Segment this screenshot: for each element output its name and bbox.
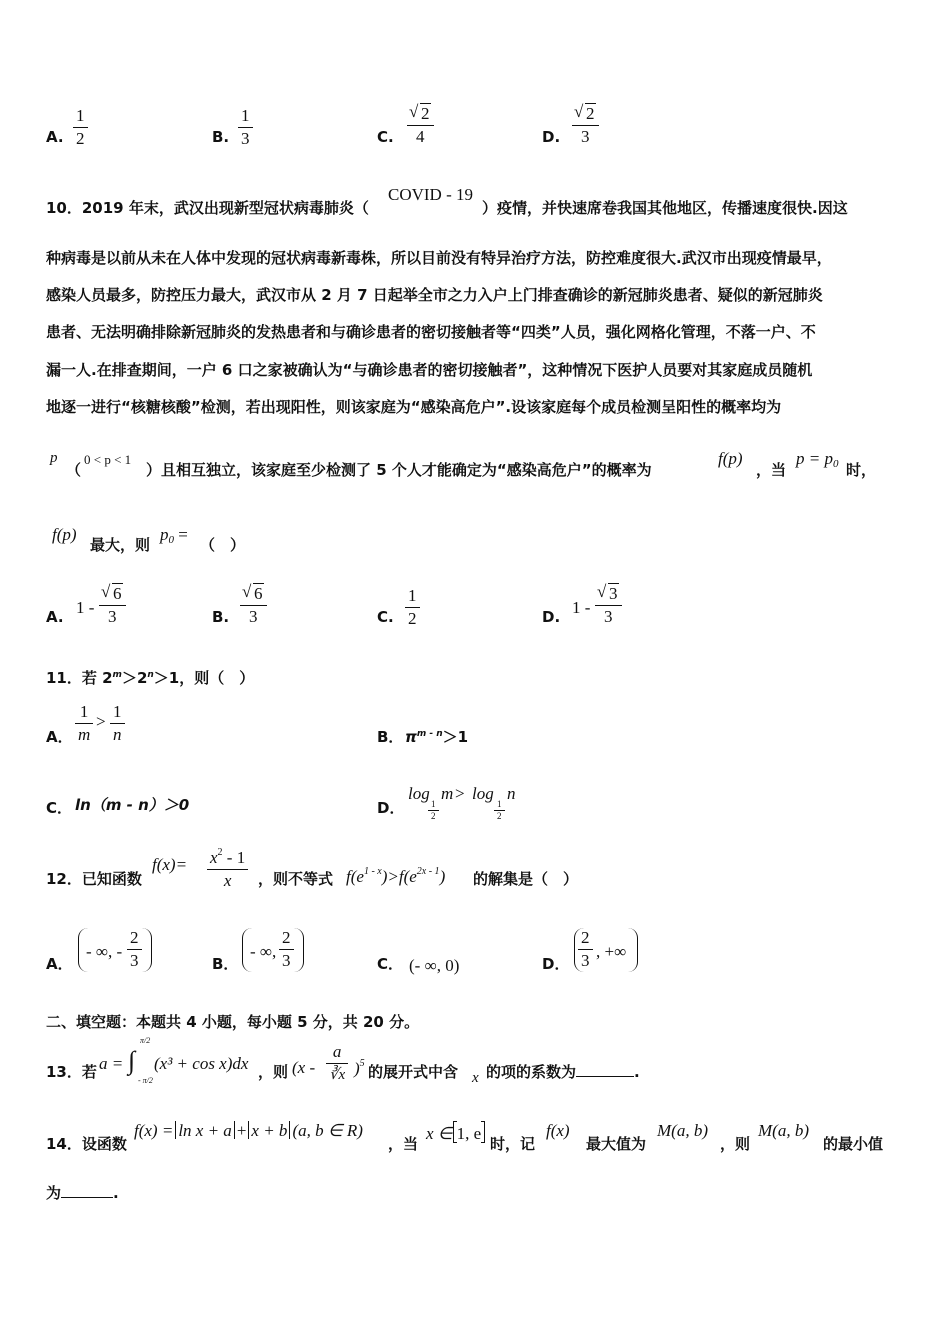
q12-stem-b: ，则不等式 <box>258 870 334 888</box>
q11-option-d-n: n <box>507 784 516 803</box>
q10-paren-open: （ <box>66 461 82 479</box>
q10-shi: 时， <box>846 461 877 479</box>
q12-fraction: $x^2 - 1$ x <box>207 843 248 891</box>
q11-option-c-text: ln（m - n）＞0 <box>75 796 190 814</box>
q12-inequality: $f(e^{1 - x})>f(e^{2x - 1})$ <box>346 866 446 886</box>
q10-option-b-fraction: √ 6 3 <box>240 584 267 627</box>
q12-option-d-label: D． <box>542 955 570 973</box>
q10-option-d-prefix: 1 - <box>572 598 591 617</box>
q9-option-b-label: B. <box>212 128 230 146</box>
q9-option-c-label: C. <box>377 128 394 146</box>
q14-M2: M(a, b) <box>758 1121 809 1140</box>
q10-line5: 漏一人.在排查期间，一户 6 口之家被确认为“与确诊患者的密切接触者”，这种情况下医护人员要对其家庭成员随机 <box>46 361 813 379</box>
q9-option-b-fraction: 1 3 <box>238 106 253 149</box>
q12-option-c-text: (- ∞, 0) <box>409 956 460 975</box>
q10-option-a-fraction: √ 6 3 <box>99 584 126 627</box>
q14-then: ，则 <box>720 1135 751 1153</box>
q14-function: f(x) = ln x + a + x + b (a, b ∈ R) <box>134 1121 363 1140</box>
q12-option-c-label: C． <box>377 955 404 973</box>
q11-option-d-label: D． <box>377 799 405 817</box>
q10-p-eq: $p = p_0$ <box>796 449 839 470</box>
q11-option-a-label: A． <box>46 728 73 746</box>
q11-option-a-gt: > <box>96 712 106 731</box>
q10-line6: 地逐一进行“核糖核酸”检测，若出现阳性，则该家庭为“感染高危户”.设该家庭每个成员检测呈阳性的概率均为 <box>46 398 782 416</box>
q10-line7a: ）且相互独立，该家庭至少检测了 5 个人才能确定为“感染高危户”的概率为 <box>146 461 652 479</box>
q9-option-d-label: D. <box>542 128 561 146</box>
q12-fx: f(x)= <box>152 855 188 874</box>
q10-line3: 感染人员最多，防控压力最大，武汉市从 2 月 7 日起举全市之力入户上门排查确诊的新冠肺炎患者、疑似的新冠肺炎 <box>46 286 823 304</box>
q14-M: M(a, b) <box>657 1121 708 1140</box>
q13-integral: ∫ <box>128 1046 136 1075</box>
q10-line2: 种病毒是以前从未在人体中发现的冠状病毒新毒株，所以目前没有特异治疗方法，防控难度很大.武汉市出现疫情最早， <box>46 249 832 267</box>
q12-option-a-frac: 2 3 <box>127 928 142 971</box>
q12-option-d-frac: 2 3 <box>578 928 593 971</box>
q10-option-c-fraction: 1 2 <box>405 586 420 629</box>
q10-p0: $p_0$ = <box>160 525 188 546</box>
q13-upper-limit: π/2 <box>140 1036 151 1045</box>
q9-option-d-fraction: √ 2 3 <box>572 104 599 147</box>
q11-option-c-label: C． <box>46 799 73 817</box>
q10-max-text: 最大，则 <box>90 536 151 554</box>
q13-comma: ，则 <box>258 1063 289 1081</box>
q13-a-eq: a = <box>99 1054 124 1073</box>
section-two-heading: 二、填空题：本题共 4 小题，每小题 5 分，共 20 分。 <box>46 1013 420 1031</box>
q10-option-d-fraction: √ 3 3 <box>595 584 622 627</box>
q13-x: x <box>472 1070 479 1086</box>
q11-option-d-m: m <box>441 784 454 803</box>
q11-option-a-frac1: 1 m <box>75 702 93 745</box>
q12-stem-c: 的解集是（ ） <box>473 870 579 888</box>
q11-option-a-frac2: 1 n <box>110 702 125 745</box>
q14-min-text: 的最小值 <box>823 1135 884 1153</box>
q9-option-a-label: A. <box>46 128 64 146</box>
q10-p: p <box>50 450 58 466</box>
q14-fx2: f(x) <box>546 1121 570 1140</box>
q13-answer-blank[interactable] <box>576 1062 634 1077</box>
q12-option-d-text: , +∞ <box>596 942 627 961</box>
q13-stem-a: 13．若 <box>46 1063 97 1081</box>
q14-shi: 时，记 <box>490 1135 536 1153</box>
q11-stem: 11．若 $2^m>2^n>1$，则（ ） <box>46 669 255 687</box>
q14-max-text: 最大值为 <box>586 1135 647 1153</box>
q11-option-d-base1: 1 2 <box>428 800 439 821</box>
q10-option-c-label: C. <box>377 608 394 626</box>
q10-line1a: 10．2019 年末，武汉出现新型冠状病毒肺炎（ <box>46 199 369 217</box>
q10-ask: （ ） <box>200 536 246 554</box>
q10-condition: 0 < p < 1 <box>84 452 132 467</box>
q13-expr-b: )$^5$ <box>354 1058 365 1078</box>
q12-option-b-label: B． <box>212 955 239 973</box>
q12-option-a-text: - ∞, - <box>86 942 123 961</box>
q14-last-line: 为 . <box>46 1184 119 1202</box>
q14-stem-a: 14．设函数 <box>46 1135 127 1153</box>
q10-option-d-label: D. <box>542 608 561 626</box>
q10-option-a-label: A. <box>46 608 64 626</box>
q13-expr-a: (x - <box>292 1058 316 1077</box>
q10-option-b-label: B. <box>212 608 230 626</box>
q12-option-b-frac: 2 3 <box>279 928 294 971</box>
q14-x-in: x ∈ 1, e <box>426 1121 485 1144</box>
q13-integrand: (x³ + cos x)dx <box>154 1054 249 1073</box>
q11-option-d-log1: log <box>408 784 430 803</box>
q9-option-c-fraction: √ 2 4 <box>407 104 434 147</box>
q12-option-a-label: A． <box>46 955 73 973</box>
q13-lower-limit: - π/2 <box>138 1076 153 1085</box>
q10-fp-2: f(p) <box>52 525 77 544</box>
q12-stem-a: 12．已知函数 <box>46 870 142 888</box>
q13-stem-b: 的展开式中含 <box>368 1063 459 1081</box>
q13-stem-c: 的项的系数为 . <box>486 1063 640 1081</box>
q10-option-a-prefix: 1 - <box>76 598 95 617</box>
q14-when: ，当 <box>388 1135 419 1153</box>
q10-fp: f(p) <box>718 449 743 468</box>
q11-option-d-log2: log <box>472 784 494 803</box>
q12-option-b-text: - ∞, <box>250 942 277 961</box>
q11-option-d-gt: > <box>455 784 465 803</box>
q11-option-b-text: $\pi^{m - n}>1$ <box>405 728 469 746</box>
q10-line1b: ）疫情，并快速席卷我国其他地区，传播速度很快.因这 <box>482 199 848 217</box>
q11-option-d-base2: 1 2 <box>494 800 505 821</box>
q11-option-b-label: B． <box>377 728 404 746</box>
q13-fraction: a ∛x <box>326 1042 348 1085</box>
q10-when: ，当 <box>756 461 787 479</box>
q10-line4: 患者、无法明确排除新冠肺炎的发热患者和与确诊患者的密切接触者等“四类”人员，强化网格化管理，不落一户、不 <box>46 323 816 341</box>
q10-covid: COVID - 19 <box>388 185 473 204</box>
q14-answer-blank[interactable] <box>61 1183 113 1198</box>
q9-option-a-fraction: 1 2 <box>73 106 88 149</box>
